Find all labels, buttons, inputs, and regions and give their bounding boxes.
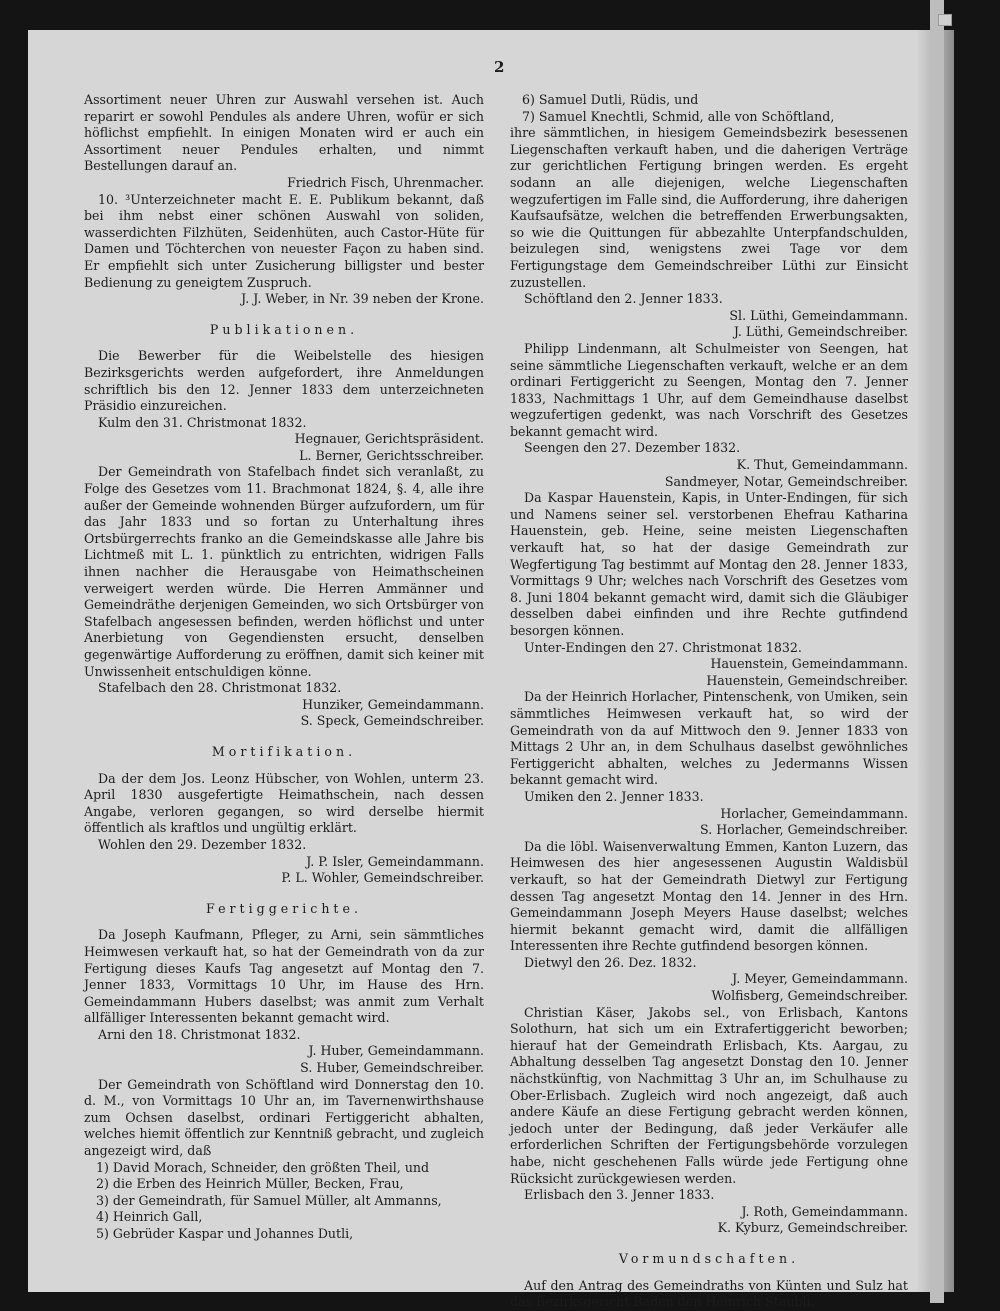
publication-weibel-signature-1: Hegnauer, Gerichtspräsident. [294, 431, 484, 447]
list-item: 5) Gebrüder Kaspar und Johannes Dutli, [96, 1226, 354, 1241]
page-number: 2 [494, 58, 505, 76]
umiken-notice-text: Da der Heinrich Horlacher, Pintenschenk, von Umiken, sein sämmtliches Heimwesen verkauft hat, so wird der Gemeindrath von da auf Mittwoch den 9. Jenner 1833 von Mittags 2 Uhr an, in dem Schulhaus daselbst gewöhnliches Fertiggericht abhalten, welches zu Jedermanns Wissen bekannt gemacht wird. [510, 689, 908, 788]
publication-stafelbach-text: Der Gemeindrath von Stafelbach findet sich veranlaßt, zu Folge des Gesetzes vom 11. Brachmonat 1824, §. 4, alle ihre außer der Gemeinde wohnenden Bürger aufzufordern, um für das Jahr 1833 und so fortan zu Unterhaltung ihres Ortsbürgerrechts franko an die Gemeindskasse alle Jahre bis Lichtmeß mit L. 1. pünktlich zu entrichten, widrigen Falls ihnen nachher die Herausgabe von Heimathscheinen verweigert werden würde. Die Herren Ammänner und Gemeindräthe derjenigen Gemeinden, wo sich Ortsbürger von Stafelbach angesessen befinden, werden höflichst und unter Anerbietung von Gegendiensten ersucht, denselben gegenwärtige Aufforderung zu eröffnen, damit sich keiner mit Unwissenheit entschuldigen könne. [84, 464, 484, 679]
guardianship-notice-text: Auf den Antrag des Gemeindraths von Künten und Sulz hat das Bezirksgericht Baden den Heinrich Staubli, [510, 1277, 908, 1310]
mortification-place: Wohlen den 29. Dezember 1832. [98, 836, 307, 852]
dietwyl-place: Dietwyl den 26. Dez. 1832. [524, 954, 697, 970]
right-column [510, 92, 908, 1311]
hat-ad-signature: J. J. Weber, in Nr. 39 neben der Krone. [241, 291, 484, 307]
list-item: 7) Samuel Knechtli, Schmid, alle von Schöftland, [522, 108, 835, 124]
list-item: 4) Heinrich Gall, [96, 1209, 203, 1225]
unter-endingen-place: Unter-Endingen den 27. Christmonat 1832. [524, 639, 802, 655]
schoeftland-place: Schöftland den 2. Jenner 1833. [524, 291, 723, 307]
fertiggericht-arni-text: Da Joseph Kaufmann, Pfleger, zu Arni, sein sämmtliches Heimwesen verkauft hat, so hat der Gemeindrath von da zur Fertigung dieses Kaufs Tag angesetzt auf Montag den 7. Jenner 1833, Vormittags 10 Uhr, im Hause des Hrn. Gemeindammann Hubers daselbst; was anmit zum Verhalt allfälliger Interessenten bekannt gemacht wird. [84, 927, 484, 1026]
umiken-signature-1: Horlacher, Gemeindammann. [720, 805, 908, 821]
fertiggericht-schoeftland-text: Der Gemeindrath von Schöftland wird Donnerstag den 10. d. M., von Vormittags 10 Uhr an, im Tavernenwirthshause zum Ochsen daselbst, ordinari Fertiggericht abhalten, welches hiemit öffentlich zur Kenntniß gebracht, und zugleich angezeigt wird, daß [84, 1076, 484, 1159]
schoeftland-signature-1: Sl. Lüthi, Gemeindammann. [729, 307, 908, 323]
section-heading-publikationen: Publikationen. [209, 321, 359, 337]
publication-stafelbach-signature-2: S. Speck, Gemeindschreiber. [300, 713, 484, 729]
fertiggericht-arni-signature-1: J. Huber, Gemeindammann. [308, 1043, 484, 1059]
next-page-edge [930, 0, 944, 1303]
mortification-signature-1: J. P. Isler, Gemeindammann. [306, 853, 484, 869]
mortification-text: Da der dem Jos. Leonz Hübscher, von Wohlen, unterm 23. April 1830 ausgefertigte Heimathschein, nach dessen Angabe, verloren gegangen, so wird derselbe hiermit öffentlich als kraftlos und ungültig erklärt. [84, 770, 484, 836]
mortification-signature-2: P. L. Wohler, Gemeindschreiber. [281, 870, 484, 886]
section-heading-vormundschaften: Vormundschaften. [618, 1250, 800, 1266]
page-corner-marker [938, 14, 952, 26]
seengen-signature-1: K. Thut, Gemeindammann. [736, 457, 908, 473]
schoeftland-signature-2: J. Lüthi, Gemeindschreiber. [733, 324, 908, 340]
seengen-place: Seengen den 27. Dezember 1832. [524, 440, 741, 456]
hat-ad-text: 10. ³Unterzeichneter macht E. E. Publikum bekannt, daß bei ihm nebst einer schönen Auswahl von soliden, wasserdichten Filzhüten, Seidenhüten, auch Castor-Hüte für Damen und Töchterchen von neuester Façon zu haben sind. Er empfiehlt sich unter Zusicherung billigster und bester Bedienung zu geneigtem Zuspruch. [84, 191, 484, 290]
list-item: 6) Samuel Dutli, Rüdis, und [522, 92, 699, 107]
dietwyl-signature-1: J. Meyer, Gemeindammann. [732, 971, 908, 987]
list-item: 2) die Erben des Heinrich Müller, Becken, Frau, [96, 1176, 404, 1192]
publication-weibel-text: Die Bewerber für die Weibelstelle des hiesigen Bezirksgerichts werden aufgefordert, ihre Anmeldungen schriftlich bis den 12. Jenner 1833 dem unterzeichneten Präsidio einzureichen. [84, 348, 484, 414]
list-item: 3) der Gemeindrath, für Samuel Müller, alt Ammanns, [96, 1192, 442, 1208]
schoeftland-notice-text: ihre sämmtlichen, in hiesigem Gemeindsbezirk besessenen Liegenschaften verkauft haben, und die daherigen Verträge zur gerichtlichen Fertigung bringen werden. Es ergeht sodann an alle diejenigen, welche Liegenschaften wegzufertigen im Falle sind, die Aufforderung, ihre daherigen Kaufsaufsätze, welchen die betreffenden Erwerbungsakten, so wie die Quittungen für abbezahlte Unterpfandschulden, beizulegen sind, wenigstens zwei Tage vor dem Fertigungstage dem Gemeindschreiber Lüthi zur Einsicht zuzustellen. [510, 125, 908, 290]
publication-weibel-signature-2: L. Berner, Gerichtsschreiber. [299, 447, 484, 463]
seengen-notice-text: Philipp Lindenmann, alt Schulmeister von Seengen, hat seine sämmtliche Liegenschaften verkauft, welche er an dem ordinari Fertiggericht zu Seengen, Montag den 7. Jenner 1833, Nachmittags 1 Uhr, auf dem Gemeindhause daselbst wegzufertigen gedenkt, was nach Vorschrift des Gesetzes bekannt gemacht wird. [510, 340, 908, 439]
unter-endingen-signature-2: Hauenstein, Gemeindschreiber. [706, 672, 908, 688]
dietwyl-notice-text: Da die löbl. Waisenverwaltung Emmen, Kanton Luzern, das Heimwesen des hier angesessenen Augustin Waldisbül verkauft, so hat der Gemeindrath Dietwyl zur Fertigung dessen Tag angesetzt Montag den 14. Jenner in des Hrn. Gemeindammann Joseph Meyers Hause daselbst; welches hiermit bekannt gemacht wird, damit die allfälligen Interessenten ihre Rechte gutfindend besorgen können. [510, 838, 908, 954]
fertiggericht-arni-place: Arni den 18. Christmonat 1832. [98, 1026, 301, 1042]
umiken-signature-2: S. Horlacher, Gemeindschreiber. [700, 822, 908, 838]
seller-list-continued [510, 92, 908, 125]
dietwyl-signature-2: Wolfisberg, Gemeindschreiber. [711, 988, 908, 1004]
unter-endingen-signature-1: Hauenstein, Gemeindammann. [710, 656, 908, 672]
newspaper-page [28, 30, 954, 1310]
erlisbach-signature-1: J. Roth, Gemeindammann. [741, 1203, 908, 1219]
erlisbach-place: Erlisbach den 3. Jenner 1833. [524, 1187, 715, 1203]
publication-stafelbach-signature-1: Hunziker, Gemeindammann. [302, 696, 484, 712]
unter-endingen-notice-text: Da Kaspar Hauenstein, Kapis, in Unter-Endingen, für sich und Namens seiner sel. verstorbenen Ehefrau Katharina Hauenstein, geb. Heine, seine meisten Liegenschaften verkauft hat, so hat der dasige Gemeindrath zur Wegfertigung Tag bestimmt auf Montag den 28. Jenner 1833, Vormittags 9 Uhr; welches nach Vorschrift des Gesetzes vom 8. Juni 1804 bekannt gemacht wird, damit sich die Gläubiger desselben dabei einfinden und ihre Rechte gutfindend besorgen können. [510, 490, 908, 638]
seller-list [84, 1160, 484, 1243]
publication-stafelbach-place: Stafelbach den 28. Christmonat 1832. [98, 680, 342, 696]
list-item: 1) David Morach, Schneider, den größten Theil, und [96, 1159, 430, 1175]
section-heading-mortifikation: Mortifikation. [211, 743, 357, 759]
left-column [84, 92, 484, 1243]
seengen-signature-2: Sandmeyer, Notar, Gemeindschreiber. [664, 473, 908, 489]
umiken-place: Umiken den 2. Jenner 1833. [524, 788, 704, 804]
fertiggericht-arni-signature-2: S. Huber, Gemeindschreiber. [300, 1060, 484, 1076]
section-heading-fertiggerichte: Fertiggerichte. [206, 900, 362, 916]
erlisbach-notice-text: Christian Käser, Jakobs sel., von Erlisbach, Kantons Solothurn, hat sich um ein Extrafertiggericht beworben; hierauf hat der Gemeindrath Erlisbach, Kts. Aargau, zu Abhaltung desselben Tag angesetzt Donstag den 10. Jenner nächstkünftig, von Nachmittag 3 Uhr an, im Schulhause zu Ober-Erlisbach. Zugleich wird noch angezeigt, daß auch andere Käufe an diese Fertigung gebracht werden können, jedoch unter der Bedingung, daß jeder Verkäufer alle erforderlichen Schriften der Fertigungsbehörde vorzulegen habe, nicht geschehenen Falls würde jede Fertigung ohne Rücksicht zurückgewiesen werden. [510, 1004, 908, 1186]
erlisbach-signature-2: K. Kyburz, Gemeindschreiber. [717, 1220, 908, 1236]
watch-ad-text: Assortiment neuer Uhren zur Auswahl versehen ist. Auch reparirt er sowohl Pendules als andere Uhren, wofür er sich höflichst empfiehlt. In einigen Monaten wird er auch ein Assortiment neuer Pendules erhalten, und nimmt Bestellungen darauf an. [84, 92, 484, 174]
publication-weibel-place: Kulm den 31. Christmonat 1832. [98, 414, 307, 430]
watch-ad-signature: Friedrich Fisch, Uhrenmacher. [287, 174, 484, 190]
